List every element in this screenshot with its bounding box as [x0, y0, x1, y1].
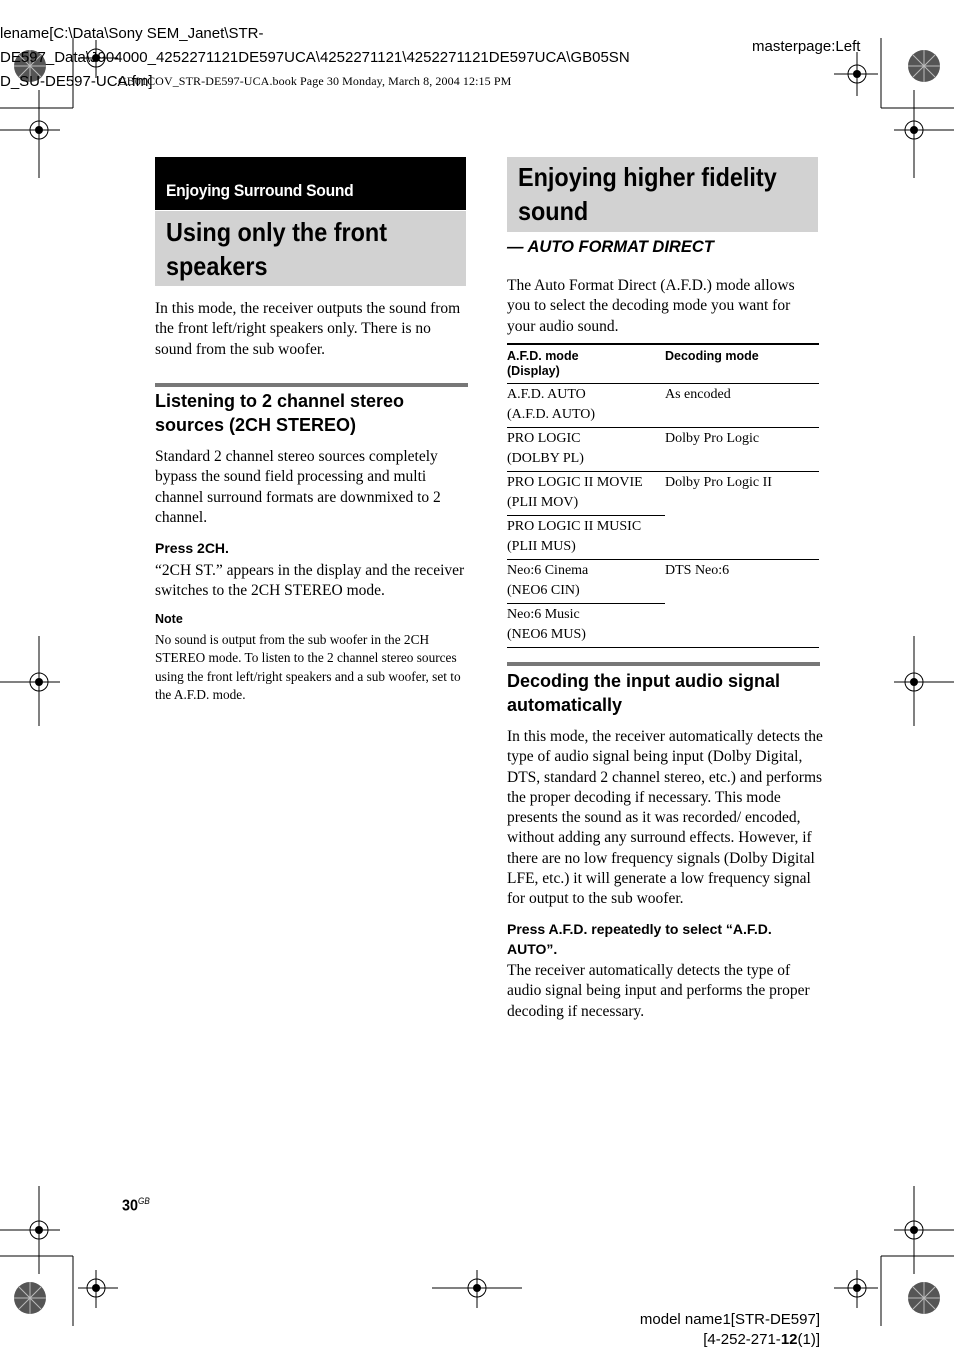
- right-instruction-step: Press A.F.D. repeatedly to select “A.F.D. AUTO”.: [507, 921, 772, 957]
- table-header-mode: A.F.D. mode (Display): [507, 344, 665, 384]
- section-rule: [155, 383, 468, 387]
- table-row: A.F.D. AUTO (A.F.D. AUTO) As encoded: [507, 384, 819, 428]
- right-title-box: [507, 157, 818, 232]
- table-row: PRO LOGIC (DOLBY PL) Dolby Pro Logic: [507, 428, 819, 472]
- note-heading: Note: [155, 612, 183, 626]
- table-header-row: [507, 344, 819, 384]
- model-footer: [640, 1310, 820, 1350]
- right-body-paragraph: In this mode, the receiver automatically detects the type of audio signal being input (Dolby Digital, DTS, standard 2 channel stereo, etc.) and performs the proper decoding if necessary. This mode presents the sound as it was recorded/ encoded, without adding any surround effects. However, if there are no low frequency signals (Dolby Digital LFE, etc.) it will generate a low frequency signal for output to the sub woofer.: [507, 728, 823, 908]
- subtitle: — AUTO FORMAT DIRECT: [507, 238, 714, 256]
- right-result-paragraph: The receiver automatically detects the type of audio signal being input and performs the proper decoding if necessary.: [507, 962, 810, 1020]
- page-title-box: [155, 211, 466, 286]
- note-text: No sound is output from the sub woofer in the 2CH STEREO mode. To listen to the 2 channel stereo sources using the front left/right speakers and a sub woofer, set to the A.F.D. mode.: [155, 632, 461, 702]
- filename-line-2: DE597_Data\J904000_4252271121DE597UCA\4252271121\4252271121DE597UCA\GB05SN: [0, 49, 630, 66]
- afd-mode-table: [507, 343, 819, 648]
- subsection-heading: Listening to 2 channel stereo sources (2CH STEREO): [155, 391, 405, 435]
- table-row: Neo:6 Cinema (NEO6 CIN) DTS Neo:6: [507, 560, 819, 604]
- right-page-title: Enjoying higher fidelity sound: [518, 162, 777, 226]
- part-code: [4-252-271-12(1)]: [703, 1331, 820, 1348]
- right-section-rule: [507, 662, 820, 666]
- masterpage-label: masterpage:Left: [752, 38, 861, 55]
- result-paragraph: “2CH ST.” appears in the display and the receiver switches to the 2CH STEREO mode.: [155, 562, 465, 600]
- page-number: $30^{GB}$: [122, 1196, 150, 1215]
- right-subsection-heading: Decoding the input audio signal automatically: [507, 671, 780, 715]
- book-info-line: GB01COV_STR-DE597-UCA.book Page 30 Monday, March 8, 2004 12:15 PM: [118, 74, 512, 88]
- page-title: Using only the front speakers: [166, 217, 387, 281]
- right-intro-paragraph: The Auto Format Direct (A.F.D.) mode allows you to select the decoding mode you want for your audio sound.: [507, 277, 795, 335]
- model-name: model name1[STR-DE597]: [639, 1311, 820, 1328]
- section-title: Enjoying Surround Sound: [166, 181, 354, 200]
- table-row: PRO LOGIC II MOVIE (PLII MOV) Dolby Pro Logic II: [507, 472, 819, 516]
- table-row: Neo:6 Music (NEO6 MUS): [507, 604, 819, 648]
- section-header-bar: [155, 157, 466, 210]
- filename-line-3: D_SU-DE597-UCA.fm]: [0, 73, 153, 90]
- body-paragraph: Standard 2 channel stereo sources completely bypass the sound field processing and multi channel surround formats are downmixed to 2 channel.: [155, 448, 441, 526]
- table-header-decoding: Decoding mode: [665, 344, 819, 384]
- intro-paragraph: In this mode, the receiver outputs the sound from the front left/right speakers only. There is no sound from the sub woofer.: [155, 300, 461, 358]
- instruction-step: Press 2CH.: [155, 540, 229, 556]
- table-row: PRO LOGIC II MUSIC (PLII MUS): [507, 516, 819, 560]
- filename-line-1: lename[C:\Data\Sony SEM_Janet\STR-: [0, 25, 264, 42]
